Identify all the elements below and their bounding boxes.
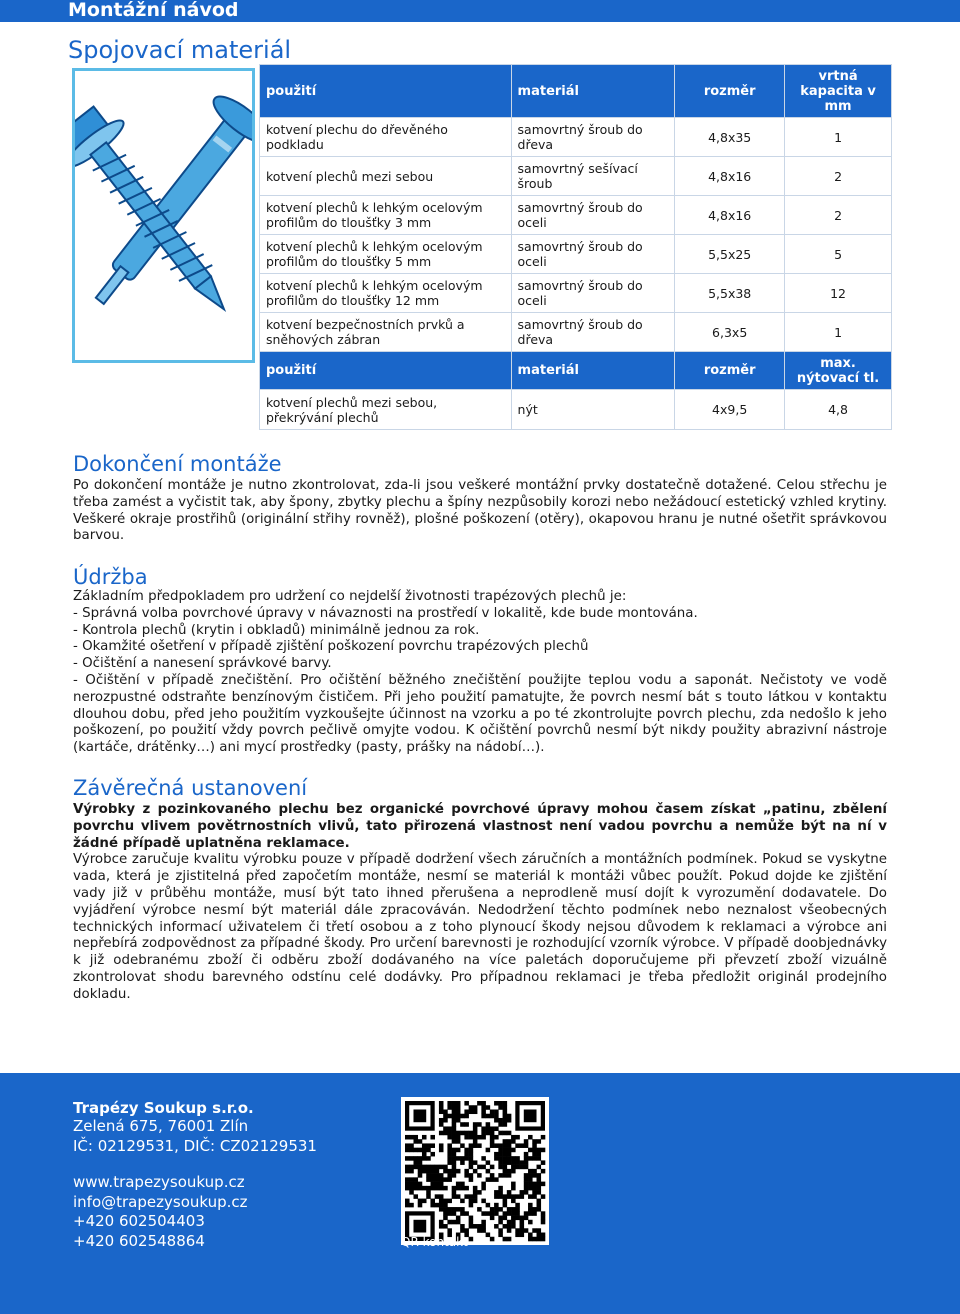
- qr-code-icon: [401, 1097, 549, 1245]
- cell-capacity: 12: [785, 274, 892, 313]
- cell-size: 4x9,5: [675, 390, 785, 430]
- cell-size: 4,8x16: [675, 196, 785, 235]
- cell-use: kotvení plechu do dřevěného podkladu: [260, 118, 512, 157]
- cell-use: kotvení bezpečnostních prvků a sněhových zábran: [260, 313, 512, 352]
- qr-code[interactable]: [401, 1097, 549, 1245]
- zaverecna-text: Výrobce zaručuje kvalitu výrobku pouze v případě dodržení všech záručních a montážních podmínek. Pokud se vyskytne vada, která je zjistitelná před započetím montáže, nesmí se materiál k montáži vůbec použít. Pokud dojde ke zjištění vady již v průběhu montáže, musí být tato ihned přerušena a neprodleně musí dojít k vyrozumění dodavatele. Do vyjádření výrobce nesmí být materiál dále zpracováván. Nedodržení těchto podmínek nebo neznalost všeobecných technických informací uživatelem či třetí osobou a z toho plynoucí škody nejsou důvodem k reklamaci a výrobce ani nepřebírá zodpovědnost za případné škody. Pro určení barevnosti je rozhodující vzorník výrobce. V případě doobjednávky k již odebranému zboží či odběru zboží dodávaného na více paletách doporučujeme při převzetí zboží vizuálně zkontrolovat shodu barevného odstínu celé dodávky. Pro případnou reklamaci je třeba předložit originál prodejního dokladu.: [73, 852, 887, 1002]
- cell-material: samovrtný šroub do oceli: [511, 274, 675, 313]
- header-material: materiál: [511, 65, 675, 118]
- udrzba-intro: Základním předpokladem pro udržení co nejdelší životnosti trapézových plechů je:: [73, 589, 627, 604]
- table-row: [260, 196, 892, 235]
- heading-dokonceni: Dokončení montáže: [73, 452, 282, 476]
- table-header-row: [260, 65, 892, 118]
- dokonceni-text: Po dokončení montáže je nutno zkontrolovat, zda-li jsou veškeré montážní prvky dostatečně dotažené. Celou střechu je třeba zamést a vyčistit tak, aby špony, zbytky plechu a špíny nezpůsobily korozi nebo nežádoucí estetický vzhled krytiny. Veškeré okraje prostřihů (originální střihy rovněž), plošné poškození (otěry), okapovou hranu je nutné ošetřit správkovou barvou.: [73, 478, 887, 544]
- website-link[interactable]: www.trapezysoukup.cz: [73, 1173, 245, 1191]
- phone-1[interactable]: +420 602504403: [73, 1212, 205, 1230]
- top-bar: [0, 0, 960, 22]
- header-max-nytovaci: max. nýtovací tl.: [785, 352, 892, 390]
- cell-capacity: 4,8: [785, 390, 892, 430]
- section-title: Spojovací materiál: [68, 36, 292, 64]
- email-link[interactable]: info@trapezysoukup.cz: [73, 1192, 248, 1211]
- header-rozmer: rozměr: [675, 65, 785, 118]
- cell-use: kotvení plechů k lehkým ocelovým profilům do tloušťky 12 mm: [260, 274, 512, 313]
- cell-material: samovrtný sešívací šroub: [511, 157, 675, 196]
- paragraph-dokonceni: [73, 478, 887, 545]
- header-material: materiál: [511, 352, 675, 390]
- list-item: - Kontrola plechů (krytin i obkladů) minimálně jednou za rok.: [73, 622, 480, 638]
- cell-size: 4,8x35: [675, 118, 785, 157]
- cell-use: kotvení plechů k lehkým ocelovým profilům do tloušťky 3 mm: [260, 196, 512, 235]
- cell-size: 5,5x25: [675, 235, 785, 274]
- paragraph-udrzba: [73, 589, 887, 757]
- cell-material: samovrtný šroub do dřeva: [511, 313, 675, 352]
- cell-size: 4,8x16: [675, 157, 785, 196]
- qr-label: QR kontakt: [401, 1235, 468, 1249]
- cell-capacity: 2: [785, 196, 892, 235]
- fasteners-table: [259, 64, 892, 430]
- udrzba-closing: - Očištění v případě znečištění. Pro očištění běžného znečištění použijte teplou vodu a saponát. Nečistoty ve vodě nerozpustné odstraňte benzínovým čističem. Při jeho použití pamatujte, že povrch nesmí bát s touto látkou v kontaktu dlouhou dobu, před jeho použitím vyzkoušejte účinnost na vzorku a po té zkontrolujte povrch plechu, zda nedošlo k jeho poškození, po použití vždy povrch pečlivě omyjte vodou. K očištění povrchů nesmí být nikdy použity abrazivní nástroje (kartáče, drátěnky…) ani mycí prostředky (pasty, prášky na nádobí…).: [73, 672, 887, 756]
- screw-and-rivet-icon: [75, 71, 252, 360]
- zaverecna-bold-text: Výrobky z pozinkovaného plechu bez organické povrchové úpravy mohou časem získat „patinu, zbělení povrchu vlivem povětrnostních vlivů, tato přirozená vlastnost není vadou povrchu a nemůže být na ní v žádné případě uplatněna reklamace.: [73, 802, 887, 851]
- cell-material: nýt: [511, 390, 675, 430]
- list-item: - Okamžité ošetření v případě zjištění poškození povrchu trapézových plechů: [73, 639, 589, 655]
- footer: [0, 1073, 960, 1314]
- table-row: [260, 235, 892, 274]
- table-row: [260, 390, 892, 430]
- table-row: [260, 274, 892, 313]
- header-rozmer: rozměr: [675, 352, 785, 390]
- cell-use: kotvení plechů mezi sebou, překrývání plechů: [260, 390, 512, 430]
- heading-zaverecna: Závěrečná ustanovení: [73, 776, 308, 800]
- header-vrtna-kapacita: vrtná kapacita v mm: [785, 65, 892, 118]
- company-name: Trapézy Soukup s.r.o.: [73, 1099, 254, 1117]
- cell-material: samovrtný šroub do oceli: [511, 235, 675, 274]
- cell-capacity: 1: [785, 118, 892, 157]
- heading-udrzba: Údržba: [73, 565, 148, 589]
- cell-capacity: 1: [785, 313, 892, 352]
- cell-capacity: 2: [785, 157, 892, 196]
- contact-list: [73, 1173, 248, 1251]
- cell-use: kotvení plechů mezi sebou: [260, 157, 512, 196]
- cell-material: samovrtný šroub do dřeva: [511, 118, 675, 157]
- cell-material: samovrtný šroub do oceli: [511, 196, 675, 235]
- company-ids: IČ: 02129531, DIČ: CZ02129531: [73, 1136, 317, 1155]
- table-row: [260, 157, 892, 196]
- table-subheader-row: [260, 352, 892, 390]
- phone-2[interactable]: +420 602548864: [73, 1231, 205, 1250]
- table-row: [260, 313, 892, 352]
- header-pouziti: použití: [260, 65, 512, 118]
- list-item: - Očištění a nanesení správkové barvy.: [73, 656, 332, 672]
- paragraph-zaverecna: [73, 802, 887, 1004]
- fastener-illustration: [72, 68, 255, 363]
- company-info: [73, 1117, 317, 1156]
- cell-size: 5,5x38: [675, 274, 785, 313]
- header-pouziti: použití: [260, 352, 512, 390]
- list-item: - Správná volba povrchové úpravy v návaznosti na prostředí v lokalitě, kde bude montována.: [73, 605, 698, 621]
- document-header-title: Montážní návod: [68, 0, 239, 21]
- cell-capacity: 5: [785, 235, 892, 274]
- cell-use: kotvení plechů k lehkým ocelovým profilům do tloušťky 5 mm: [260, 235, 512, 274]
- table-row: [260, 118, 892, 157]
- cell-size: 6,3x5: [675, 313, 785, 352]
- company-address: Zelená 675, 76001 Zlín: [73, 1117, 249, 1135]
